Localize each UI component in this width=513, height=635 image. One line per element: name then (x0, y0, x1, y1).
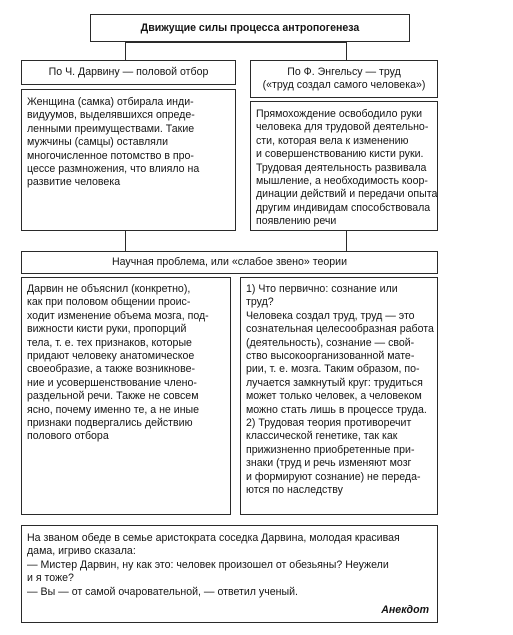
engels-critique-text: 1) Что первично: сознание или труд? Человека создал труд, труд — это сознательная целесообразная работа (деятельность), сознание — свой- ство высокоорганизованной мате- рии, т. е. мозга. Таким образом, по- лучается замкнутый круг: трудиться может только человек, а человеком можно стать лишь в процессе труда. 2) Трудовая теория противоречит классической генетике, так как прижизненно приобретенные при- знаки (труд и речь изменяют мозг и формируют сознание) не переда- ются по наследству (246, 283, 434, 497)
connector-to-darwin (125, 42, 126, 60)
darwin-body-box (21, 89, 236, 231)
problem-heading: Научная проблема, или «слабое звено» теории (111, 256, 347, 268)
darwin-critique-box (21, 277, 231, 515)
engels-body-text: Прямохождение освободило руки человека для трудовой деятельно- сти, которая вела к изменению и совершенствованию кисти руки. Трудовая деятельность развивала мышление, а необходимость коор- динации действий и передачи опыта другим индивидам способствовала появлению речи (256, 108, 438, 228)
anecdote-text: На званом обеде в семье аристократа соседка Дарвина, молодая красивая дама, игриво сказала: — Мистер Дарвин, ну как это: человек произошел от обезьяны? Неужели и я тоже? — Вы — от самой очаровательной, — ответил ученый. (27, 532, 400, 598)
darwin-critique-text: Дарвин не объяснил (конкретно), как при половом общении проис- ходит изменение объема мозга, под- вижности кисти руки, пропорций тела, т. е. тех признаков, которые придают человеку анатомическое своеобразие, а также возникнове- ние и усовершенствование члено- раздельной речи. Также не совсем ясно, почему именно те, а не иные признаки подвергались действию полового отбора (27, 283, 209, 443)
darwin-heading: По Ч. Дарвину — половой отбор (48, 66, 209, 78)
connector-darwin-to-problem (125, 231, 126, 251)
engels-heading: По Ф. Энгельсу — труд («труд создал самого человека») (262, 66, 426, 92)
problem-heading-box (21, 251, 438, 274)
connector-to-engels (346, 42, 347, 60)
connector-title-horizontal (125, 42, 347, 43)
connector-engels-to-problem (346, 231, 347, 251)
darwin-body-text: Женщина (самка) отбирала инди- видуумов, выделявшихся опреде- ленными преимуществами. Такие мужчины (самцы) оставляли многочисленное потомство в про- цессе размножения, что влияло на развитие человека (27, 96, 200, 189)
engels-heading-box (250, 60, 438, 98)
anecdote-label: Анекдот (381, 604, 429, 616)
title-box (90, 14, 410, 42)
anecdote-box (21, 525, 438, 623)
engels-critique-box (240, 277, 438, 515)
engels-body-box (250, 101, 438, 231)
diagram-title: Движущие силы процесса антропогенеза (140, 22, 360, 34)
darwin-heading-box (21, 60, 236, 85)
